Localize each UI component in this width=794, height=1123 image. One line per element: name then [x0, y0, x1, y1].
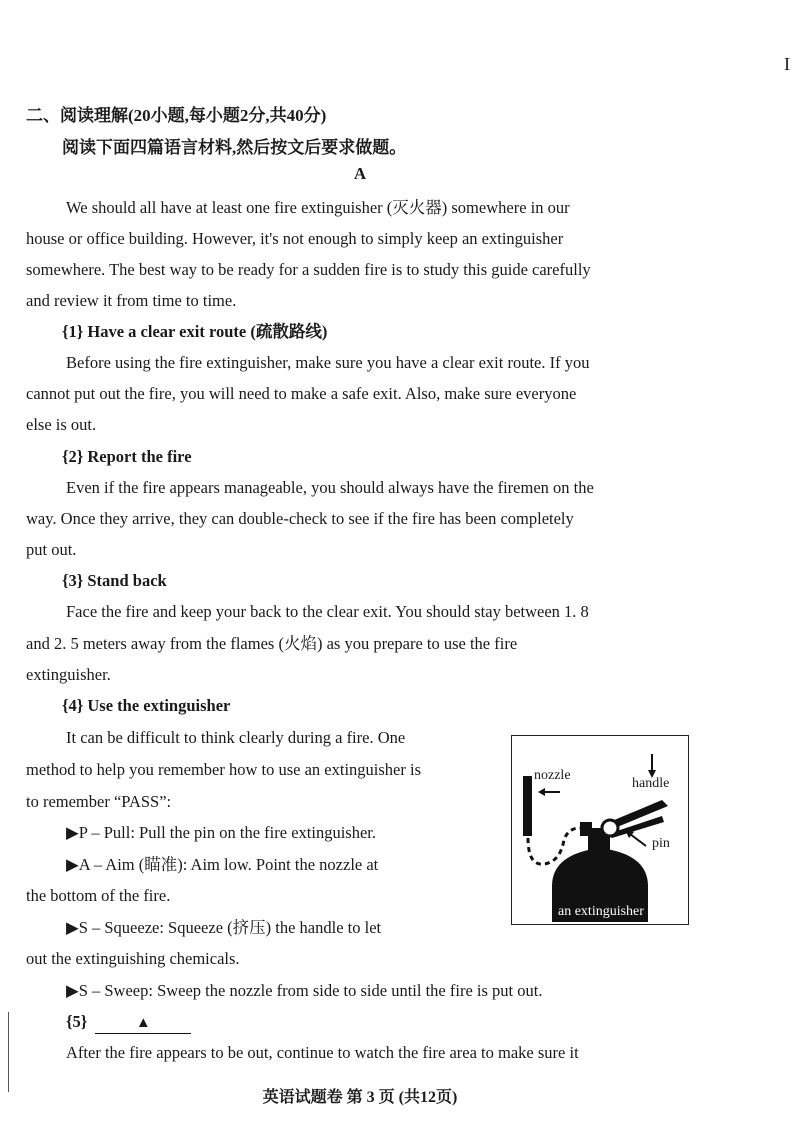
section-2-line: way. Once they arrive, they can double-check to see if the fire has been completely — [26, 509, 574, 528]
section-1-line: else is out. — [26, 415, 97, 434]
nozzle-connector — [580, 822, 592, 836]
section-1-line: Before using the fire extinguisher, make sure you have a clear exit route. If you — [66, 353, 590, 372]
page-footer: 英语试题卷 第 3 页 (共12页) — [262, 1089, 458, 1106]
section-heading-1: {1} Have a clear exit route (疏散路线) — [62, 322, 328, 341]
section-4-line: method to help you remember how to use an extinguisher is — [26, 760, 422, 779]
nozzle-label: nozzle — [534, 768, 571, 783]
section-heading-5 — [66, 1006, 191, 1037]
nozzle-shape — [523, 776, 532, 836]
pin-ring — [602, 820, 618, 836]
pass-step-sweep: ▶S – Sweep: Sweep the nozzle from side to side until the fire is put out. — [66, 981, 543, 1000]
handle-label: handle — [632, 776, 670, 791]
blank-marker-icon: ▲ — [135, 1015, 151, 1031]
section-heading-2: {2} Report the fire — [62, 447, 192, 466]
section-5-label: {5} — [66, 1012, 88, 1031]
extinguisher-illustration — [512, 736, 688, 924]
answer-blank[interactable] — [95, 1013, 191, 1034]
pass-step-squeeze: ▶S – Squeeze: Squeeze (挤压) the handle to let — [66, 918, 382, 937]
passage-label: A — [353, 164, 367, 183]
extinguisher-figure — [511, 735, 689, 925]
section-4-line: to remember “PASS”: — [26, 792, 172, 811]
section-3-line: extinguisher. — [26, 665, 111, 684]
margin-line — [8, 1012, 9, 1092]
intro-line: somewhere. The best way to be ready for a sudden fire is to study this guide carefully — [26, 260, 591, 279]
section-2-line: Even if the fire appears manageable, you should always have the firemen on the — [66, 478, 594, 497]
intro-line: house or office building. However, it's not enough to simply keep an extinguisher — [26, 229, 564, 248]
section-heading-4: {4} Use the extinguisher — [62, 696, 231, 715]
pass-step-pull: ▶P – Pull: Pull the pin on the fire extinguisher. — [66, 823, 376, 842]
nozzle-arrowhead — [538, 788, 545, 796]
pin-label: pin — [652, 836, 670, 851]
section-1-line: cannot put out the fire, you will need to make a safe exit. Also, make sure everyone — [26, 384, 577, 403]
section-2-line: put out. — [26, 540, 77, 559]
corner-mark: I — [784, 54, 790, 74]
intro-line: We should all have at least one fire extinguisher (灭火器) somewhere in our — [66, 198, 570, 217]
pin-arrow — [630, 834, 646, 846]
section-instruction: 阅读下面四篇语言材料,然后按文后要求做题。 — [62, 138, 407, 157]
section-title: 二、阅读理解(20小题,每小题2分,共40分) — [26, 106, 327, 125]
pass-step-aim: ▶A – Aim (瞄准): Aim low. Point the nozzle at — [66, 855, 379, 874]
section-5-line: After the fire appears to be out, continue to watch the fire area to make sure it — [66, 1043, 579, 1062]
intro-line: and review it from time to time. — [26, 291, 237, 310]
section-3-line: Face the fire and keep your back to the clear exit. You should stay between 1. 8 — [66, 602, 589, 621]
figure-caption: an extinguisher — [554, 904, 648, 920]
section-3-line: and 2. 5 meters away from the flames (火焰) as you prepare to use the fire — [26, 634, 518, 653]
section-4-line: It can be difficult to think clearly during a fire. One — [66, 728, 406, 747]
pass-step-squeeze-cont: out the extinguishing chemicals. — [26, 949, 240, 968]
pass-step-aim-cont: the bottom of the fire. — [26, 886, 171, 905]
section-heading-3: {3} Stand back — [62, 571, 167, 590]
